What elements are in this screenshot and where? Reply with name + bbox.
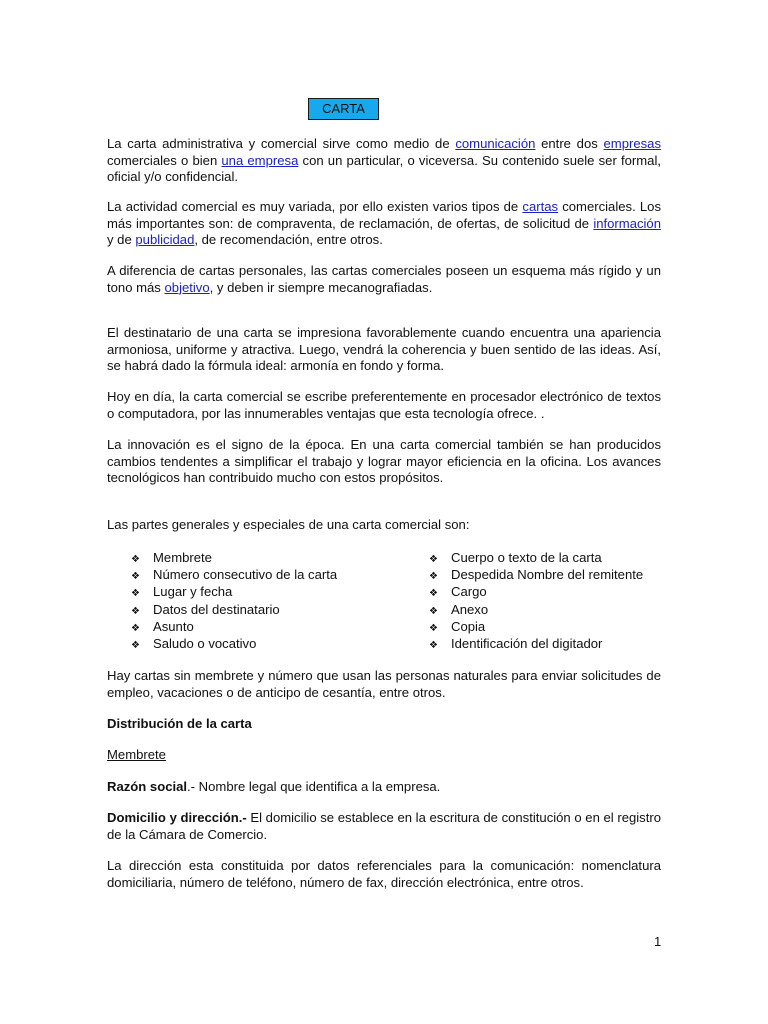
text-span: La actividad comercial es muy variada, por ello existen varios tipos de: [107, 199, 523, 214]
text-span: y de: [107, 232, 136, 248]
term-label: Domicilio y dirección.-: [107, 810, 247, 825]
list-item-label: Datos del destinatario: [153, 601, 280, 617]
diamond-bullet-icon: ❖: [429, 588, 438, 600]
paragraph-intro: [107, 136, 661, 186]
parts-list-right: [429, 550, 643, 653]
term-definition: .- Nombre legal que identifica a la empresa.: [187, 779, 441, 794]
list-item-label: Copia: [451, 618, 486, 634]
diamond-bullet-icon: ❖: [429, 605, 438, 617]
paragraph-difference: [107, 263, 661, 296]
list-item-label: Saludo o vocativo: [153, 635, 257, 651]
list-item: [131, 619, 337, 636]
list-item: [131, 567, 337, 584]
diamond-bullet-icon: ❖: [131, 639, 140, 651]
text-span: A diferencia de cartas personales, las cartas comerciales poseen un esquema más rígido y un tono más: [107, 263, 661, 295]
section-subheading: Membrete: [107, 747, 166, 762]
term-label: Razón social: [107, 779, 188, 794]
list-item-label: Anexo: [451, 601, 489, 617]
text-span: , y deben ir siempre mecanografiadas.: [209, 279, 433, 295]
section-heading: Distribución de la carta: [107, 716, 252, 731]
list-item: [131, 584, 337, 601]
page-number: 1: [654, 934, 662, 949]
paragraph-innovation: La innovación es el signo de la época. En una carta comercial también se han producidos cambios tendentes a simplificar el trabajo y lograr mayor eficiencia en la oficina. Los avances tecnológicos han contribuido mucho con estos propósitos.: [107, 437, 661, 486]
paragraph-today: Hoy en día, la carta comercial se escribe preferentemente en procesador electrónico de textos o computadora, por las innumerables ventajas que esta tecnología ofrece. .: [107, 389, 661, 421]
parts-list-left: [131, 550, 337, 653]
diamond-bullet-icon: ❖: [131, 605, 140, 617]
text-span: La carta administrativa y comercial sirve como medio de: [107, 136, 456, 151]
list-item: [131, 602, 337, 619]
list-item: [131, 636, 337, 653]
list-item-label: Lugar y fecha: [153, 584, 233, 600]
link-cartas[interactable]: cartas: [522, 199, 559, 214]
text-span: comerciales o bien: [107, 152, 222, 168]
text-span: , de recomendación, entre otros.: [194, 232, 383, 248]
list-item: [429, 619, 643, 636]
paragraph-direccion: La dirección esta constituida por datos referenciales para la comunicación: nomenclatura domiciliaria, número de teléfono, número de fax, dirección electrónica, entre otros.: [107, 858, 661, 890]
list-item-label: Cuerpo o texto de la carta: [451, 550, 602, 565]
link-comunicacion[interactable]: comunicación: [455, 136, 536, 151]
list-item-label: Cargo: [451, 584, 487, 600]
link-objetivo[interactable]: objetivo: [164, 279, 210, 295]
text-span: entre dos: [535, 136, 604, 151]
diamond-bullet-icon: ❖: [131, 588, 140, 600]
paragraph-parts-intro: Las partes generales y especiales de una carta comercial son:: [107, 517, 470, 532]
list-item: [429, 550, 643, 567]
diamond-bullet-icon: ❖: [429, 639, 438, 651]
link-publicidad[interactable]: publicidad: [135, 232, 195, 248]
list-item: [429, 602, 643, 619]
diamond-bullet-icon: ❖: [131, 554, 140, 565]
diamond-bullet-icon: ❖: [131, 571, 140, 583]
paragraph-domicilio: [107, 810, 661, 843]
list-item-label: Membrete: [153, 550, 212, 565]
list-item-label: Identificación del digitador: [451, 635, 603, 651]
diamond-bullet-icon: ❖: [429, 571, 438, 583]
diamond-bullet-icon: ❖: [429, 554, 438, 565]
list-item: [429, 584, 643, 601]
list-item-label: Número consecutivo de la carta: [153, 567, 338, 583]
link-una-empresa[interactable]: una empresa: [221, 152, 299, 168]
list-item: [429, 567, 643, 584]
paragraph-types: [107, 199, 661, 249]
diamond-bullet-icon: ❖: [429, 622, 438, 634]
diamond-bullet-icon: ❖: [131, 622, 140, 634]
paragraph-razon-social: [107, 779, 661, 796]
text-span: comerciales. Los más importantes son: de compraventa, de reclamación, de ofertas, de solicitud de: [107, 199, 661, 231]
list-item-label: Asunto: [153, 618, 194, 634]
list-item: [429, 636, 643, 653]
list-item-label: Despedida Nombre del remitente: [451, 567, 644, 583]
document-title: CARTA: [308, 98, 379, 120]
paragraph-recipient: El destinatario de una carta se impresiona favorablemente cuando encuentra una apariencia armoniosa, uniforme y atractiva. Luego, vendrá la coherencia y buen sentido de las ideas. Así, se habrá dado la fórmula ideal: armonía en fondo y forma.: [107, 325, 661, 374]
text-span: con un particular, o viceversa. Su contenido suele ser formal, oficial y/o confidencial.: [107, 152, 661, 185]
list-item: [131, 550, 337, 567]
paragraph-no-letterhead: Hay cartas sin membrete y número que usan las personas naturales para enviar solicitudes de empleo, vacaciones o de anticipo de cesantía, entre otros.: [107, 668, 661, 700]
link-informacion[interactable]: información: [593, 215, 661, 231]
link-empresas[interactable]: empresas: [603, 136, 662, 151]
term-definition: El domicilio se establece en la escritura de constitución o en el registro de la Cámara de Comercio.: [107, 810, 662, 842]
